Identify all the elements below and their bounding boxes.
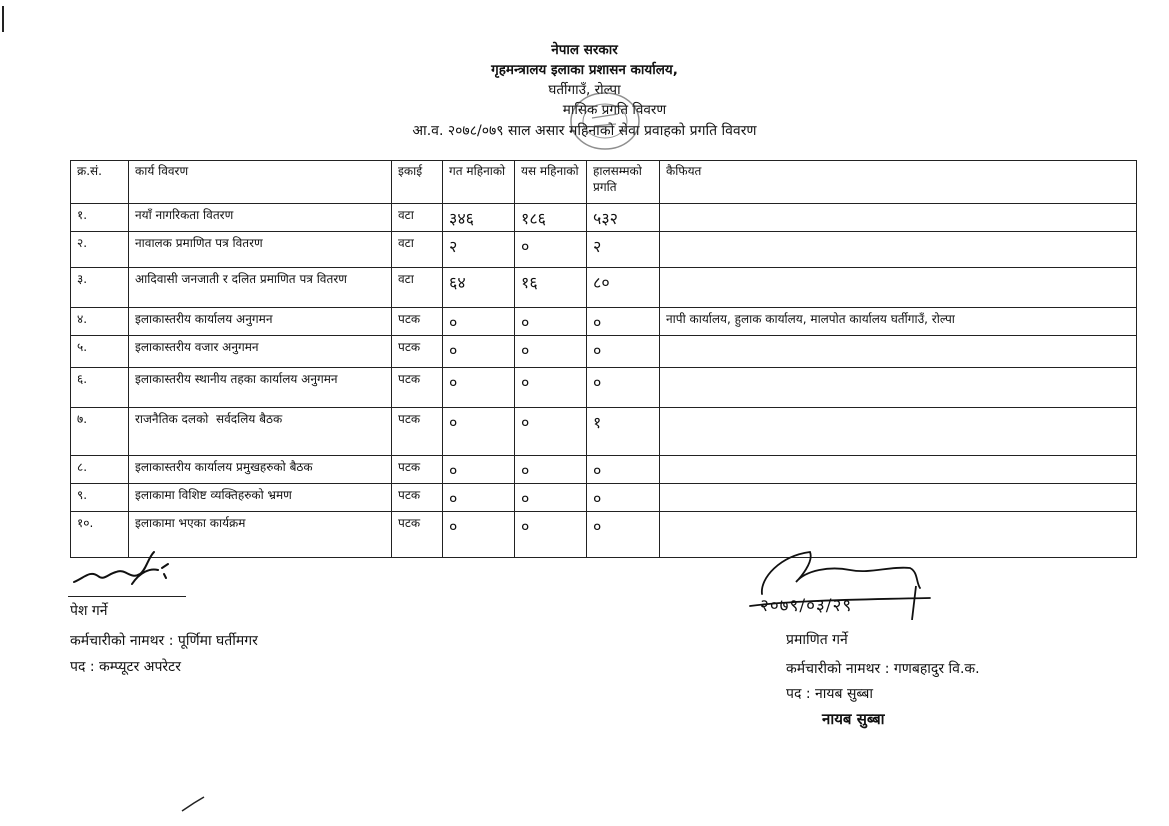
submitter-signature-line bbox=[68, 596, 186, 597]
cell-remarks bbox=[660, 456, 1137, 484]
cell-serial-number: ३. bbox=[71, 268, 129, 308]
cell-work-description: नयाँ नागरिकता वितरण bbox=[129, 204, 392, 232]
cell-this-month: ० bbox=[515, 368, 587, 408]
cell-progress-to-date: ० bbox=[587, 484, 660, 512]
cell-previous-month: ० bbox=[443, 456, 515, 484]
header-progress-to-date: हालसम्मको प्रगति bbox=[587, 161, 660, 204]
office-seal-stamp bbox=[566, 88, 644, 154]
handwritten-date: २०७९/०३/२९ bbox=[760, 596, 853, 616]
header-remarks: कैफियत bbox=[660, 161, 1137, 204]
certified-by-label: प्रमाणित गर्ने bbox=[786, 632, 848, 648]
cell-serial-number: १. bbox=[71, 204, 129, 232]
cell-progress-to-date: १ bbox=[587, 408, 660, 456]
cell-progress-to-date: ० bbox=[587, 456, 660, 484]
header-office: गृहमन्त्रालय इलाका प्रशासन कार्यालय, bbox=[491, 62, 678, 78]
cell-unit: पटक bbox=[392, 368, 443, 408]
header-work-description: कार्य विवरण bbox=[129, 161, 392, 204]
cell-previous-month: ० bbox=[443, 368, 515, 408]
header-government: नेपाल सरकार bbox=[551, 42, 618, 58]
cell-this-month: १८६ bbox=[515, 204, 587, 232]
table-row bbox=[71, 484, 1137, 512]
header-this-month: यस महिनाको bbox=[515, 161, 587, 204]
cell-previous-month: ० bbox=[443, 308, 515, 336]
cell-work-description: आदिवासी जनजाती र दलित प्रमाणित पत्र वितरण bbox=[129, 268, 392, 308]
cell-work-description: इलाकास्तरीय स्थानीय तहका कार्यालय अनुगमन bbox=[129, 368, 392, 408]
cell-remarks bbox=[660, 484, 1137, 512]
submitter-name: कर्मचारीको नामथर : पूर्णिमा घर्तीमगर bbox=[70, 633, 258, 649]
cell-serial-number: ६. bbox=[71, 368, 129, 408]
cell-remarks bbox=[660, 204, 1137, 232]
cell-unit: वटा bbox=[392, 204, 443, 232]
table-row bbox=[71, 268, 1137, 308]
header-unit: इकाई bbox=[392, 161, 443, 204]
cell-work-description: इलाकास्तरीय वजार अनुगमन bbox=[129, 336, 392, 368]
cell-serial-number: २. bbox=[71, 232, 129, 268]
table-row bbox=[71, 408, 1137, 456]
scan-edge-mark bbox=[2, 6, 4, 32]
cell-previous-month: ० bbox=[443, 408, 515, 456]
header-serial-number: क्र.सं. bbox=[71, 161, 129, 204]
cell-this-month: ० bbox=[515, 456, 587, 484]
cell-serial-number: ७. bbox=[71, 408, 129, 456]
cell-remarks bbox=[660, 268, 1137, 308]
submitted-by-label: पेश गर्ने bbox=[70, 603, 108, 619]
submitter-post: पद : कम्प्यूटर अपरेटर bbox=[70, 659, 181, 675]
table-row bbox=[71, 232, 1137, 268]
cell-progress-to-date: ० bbox=[587, 512, 660, 558]
header-previous-month: गत महिनाको bbox=[443, 161, 515, 204]
cell-remarks bbox=[660, 368, 1137, 408]
cell-remarks: नापी कार्यालय, हुलाक कार्यालय, मालपोत कार्यालय घर्तीगाउँ, रोल्पा bbox=[660, 308, 1137, 336]
cell-serial-number: ८. bbox=[71, 456, 129, 484]
cell-remarks bbox=[660, 232, 1137, 268]
cell-serial-number: १०. bbox=[71, 512, 129, 558]
cell-this-month: १६ bbox=[515, 268, 587, 308]
cell-previous-month: ० bbox=[443, 336, 515, 368]
progress-report-table bbox=[70, 160, 1137, 558]
table-row bbox=[71, 368, 1137, 408]
cell-this-month: ० bbox=[515, 484, 587, 512]
cell-this-month: ० bbox=[515, 336, 587, 368]
cell-unit: पटक bbox=[392, 336, 443, 368]
cell-this-month: ० bbox=[515, 408, 587, 456]
certifier-name: कर्मचारीको नामथर : गणबहादुर वि.क. bbox=[786, 661, 980, 677]
cell-work-description: इलाकामा भएका कार्यक्रम bbox=[129, 512, 392, 558]
cell-progress-to-date: २ bbox=[587, 232, 660, 268]
cell-unit: पटक bbox=[392, 308, 443, 336]
cell-unit: पटक bbox=[392, 484, 443, 512]
cell-progress-to-date: ० bbox=[587, 336, 660, 368]
cell-previous-month: ६४ bbox=[443, 268, 515, 308]
cell-progress-to-date: ५३२ bbox=[587, 204, 660, 232]
cell-serial-number: ४. bbox=[71, 308, 129, 336]
cell-work-description: इलाकास्तरीय कार्यालय अनुगमन bbox=[129, 308, 392, 336]
cell-work-description: राजनैतिक दलको सर्वदलिय बैठक bbox=[129, 408, 392, 456]
header-report-subtitle: आ.व. २०७८/०७९ साल असार महिनाको सेवा प्रवाहको प्रगति विवरण bbox=[412, 123, 757, 139]
cell-this-month: ० bbox=[515, 512, 587, 558]
cell-progress-to-date: ० bbox=[587, 308, 660, 336]
cell-progress-to-date: ० bbox=[587, 368, 660, 408]
table-header-row bbox=[71, 161, 1137, 204]
cell-unit: वटा bbox=[392, 268, 443, 308]
cell-unit: वटा bbox=[392, 232, 443, 268]
cell-previous-month: ३४६ bbox=[443, 204, 515, 232]
cell-work-description: इलाकास्तरीय कार्यालय प्रमुखहरुको बैठक bbox=[129, 456, 392, 484]
table-row bbox=[71, 456, 1137, 484]
pen-stroke-mark bbox=[180, 795, 210, 815]
cell-unit: पटक bbox=[392, 408, 443, 456]
table-row bbox=[71, 336, 1137, 368]
certifier-stamp-title: नायब सुब्बा bbox=[822, 710, 885, 728]
cell-remarks bbox=[660, 336, 1137, 368]
cell-unit: पटक bbox=[392, 512, 443, 558]
cell-serial-number: ९. bbox=[71, 484, 129, 512]
table-row bbox=[71, 204, 1137, 232]
header-report-title: मासिक प्रगति विवरण bbox=[562, 102, 667, 118]
cell-work-description: इलाकामा विशिष्ट व्यक्तिहरुको भ्रमण bbox=[129, 484, 392, 512]
cell-previous-month: ० bbox=[443, 484, 515, 512]
cell-previous-month: २ bbox=[443, 232, 515, 268]
cell-previous-month: ० bbox=[443, 512, 515, 558]
cell-remarks bbox=[660, 408, 1137, 456]
cell-serial-number: ५. bbox=[71, 336, 129, 368]
cell-this-month: ० bbox=[515, 308, 587, 336]
cell-unit: पटक bbox=[392, 456, 443, 484]
cell-work-description: नावालक प्रमाणित पत्र वितरण bbox=[129, 232, 392, 268]
header-location: घर्तीगाउँ, रोल्पा bbox=[548, 82, 621, 98]
cell-this-month: ० bbox=[515, 232, 587, 268]
certifier-post: पद : नायब सुब्बा bbox=[786, 686, 873, 702]
submitter-signature bbox=[70, 548, 180, 594]
cell-progress-to-date: ८० bbox=[587, 268, 660, 308]
table-row bbox=[71, 512, 1137, 558]
table-row bbox=[71, 308, 1137, 336]
